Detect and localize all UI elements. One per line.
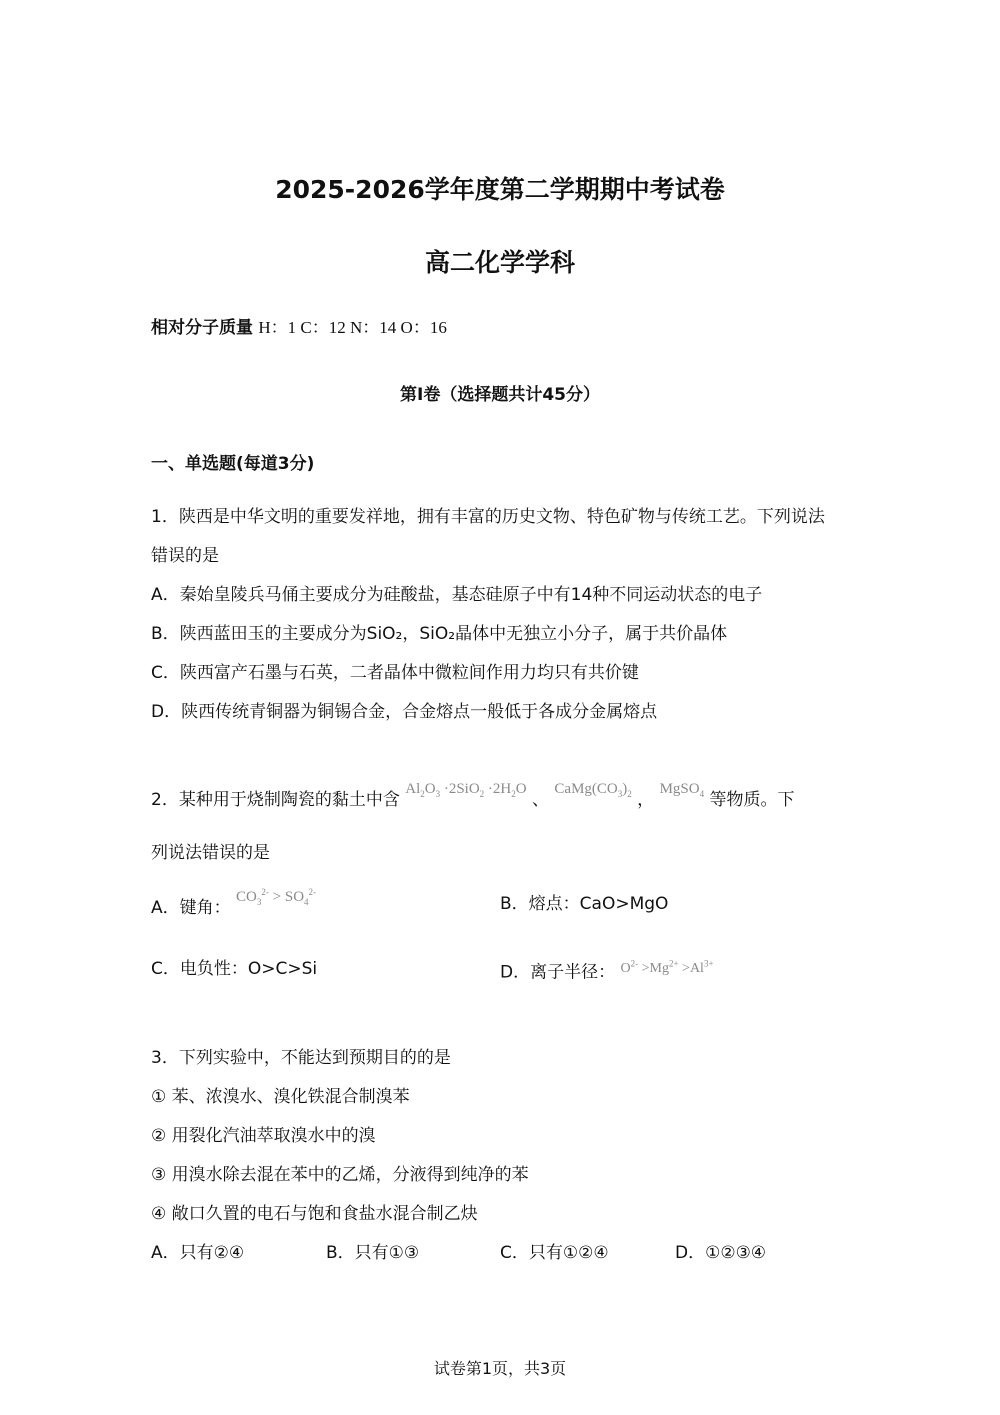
atomic-masses-values: H：1 C：12 N：14 O：16 (258, 318, 447, 337)
q2-stem-suffix: 等物质。下 (709, 790, 795, 810)
q3-option-b: B．只有①③ (326, 1243, 420, 1263)
q2-option-b: B．熔点：CaO>MgO (500, 894, 669, 914)
q1-option-c: C．陕西富产石墨与石英，二者晶体中微粒间作用力均只有共价键 (151, 663, 639, 683)
q2-option-d (500, 958, 714, 986)
subject-title: 高二化学学科 (424, 248, 575, 277)
formula-kaolinite: $Al_2O_3 \cdot 2SiO_2 \cdot 2H_2O$ (405, 781, 527, 799)
q3-stem: 3．下列实验中，不能达到预期目的的是 (151, 1048, 451, 1068)
atomic-masses (151, 317, 447, 339)
q2-option-d-label: D．离子半径： (500, 962, 616, 983)
q2-stem (151, 781, 795, 817)
q3-item-2: ② 用裂化汽油萃取溴水中的溴 (151, 1126, 376, 1146)
q3-item-4: ④ 敞口久置的电石与饱和食盐水混合制乙炔 (151, 1204, 478, 1224)
q1-stem-line1: 1．陕西是中华文明的重要发祥地，拥有丰富的历史文物、特色矿物与传统工艺。下列说法 (151, 507, 825, 527)
volume-heading: 第I卷（选择题共计45分） (400, 385, 600, 405)
q2-option-a-label: A．键角： (151, 898, 231, 918)
q1-option-d: D．陕西传统青铜器为铜锡合金，合金熔点一般低于各成分金属熔点 (151, 702, 658, 722)
atomic-masses-label: 相对分子质量 (151, 318, 253, 338)
q2-option-c: C．电负性：O>C>Si (151, 959, 318, 979)
exam-title: 2025-2026学年度第二学期期中考试卷 (275, 175, 725, 204)
formula-mgso4: MgSO$_4$ (659, 781, 705, 799)
q2-sep2: ， (637, 790, 655, 810)
q1-stem-line2: 错误的是 (151, 546, 219, 566)
page-footer: 试卷第1页，共3页 (433, 1359, 567, 1378)
formula-dolomite: $CaMg(CO_3)_2$ (554, 781, 632, 799)
formula-ionic-radius: O2- >Mg2+ >Al3+ (620, 958, 714, 976)
section-heading: 一、单选题(每道3分) (151, 454, 315, 474)
formula-bond-angle: $CO_3^{2-} > SO_4^{2-}$ (236, 887, 317, 907)
q3-item-3: ③ 用溴水除去混在苯中的乙烯，分液得到纯净的苯 (151, 1165, 529, 1185)
q3-option-a: A．只有②④ (151, 1243, 245, 1263)
q3-option-d: D．①②③④ (675, 1243, 767, 1263)
q3-item-1: ① 苯、浓溴水、溴化铁混合制溴苯 (151, 1087, 410, 1107)
q1-option-b: B．陕西蓝田玉的主要成分为SiO₂，SiO₂晶体中无独立小分子，属于共价晶体 (151, 624, 728, 644)
q1-option-a: A．秦始皇陵兵马俑主要成分为硅酸盐，基态硅原子中有14种不同运动状态的电子 (151, 585, 763, 605)
q2-stem-line2: 列说法错误的是 (151, 843, 270, 863)
q2-stem-prefix: 2．某种用于烧制陶瓷的黏土中含 (151, 790, 400, 810)
q2-option-a (151, 887, 317, 925)
q2-sep1: 、 (532, 790, 549, 810)
q3-option-c: C．只有①②④ (500, 1243, 609, 1263)
